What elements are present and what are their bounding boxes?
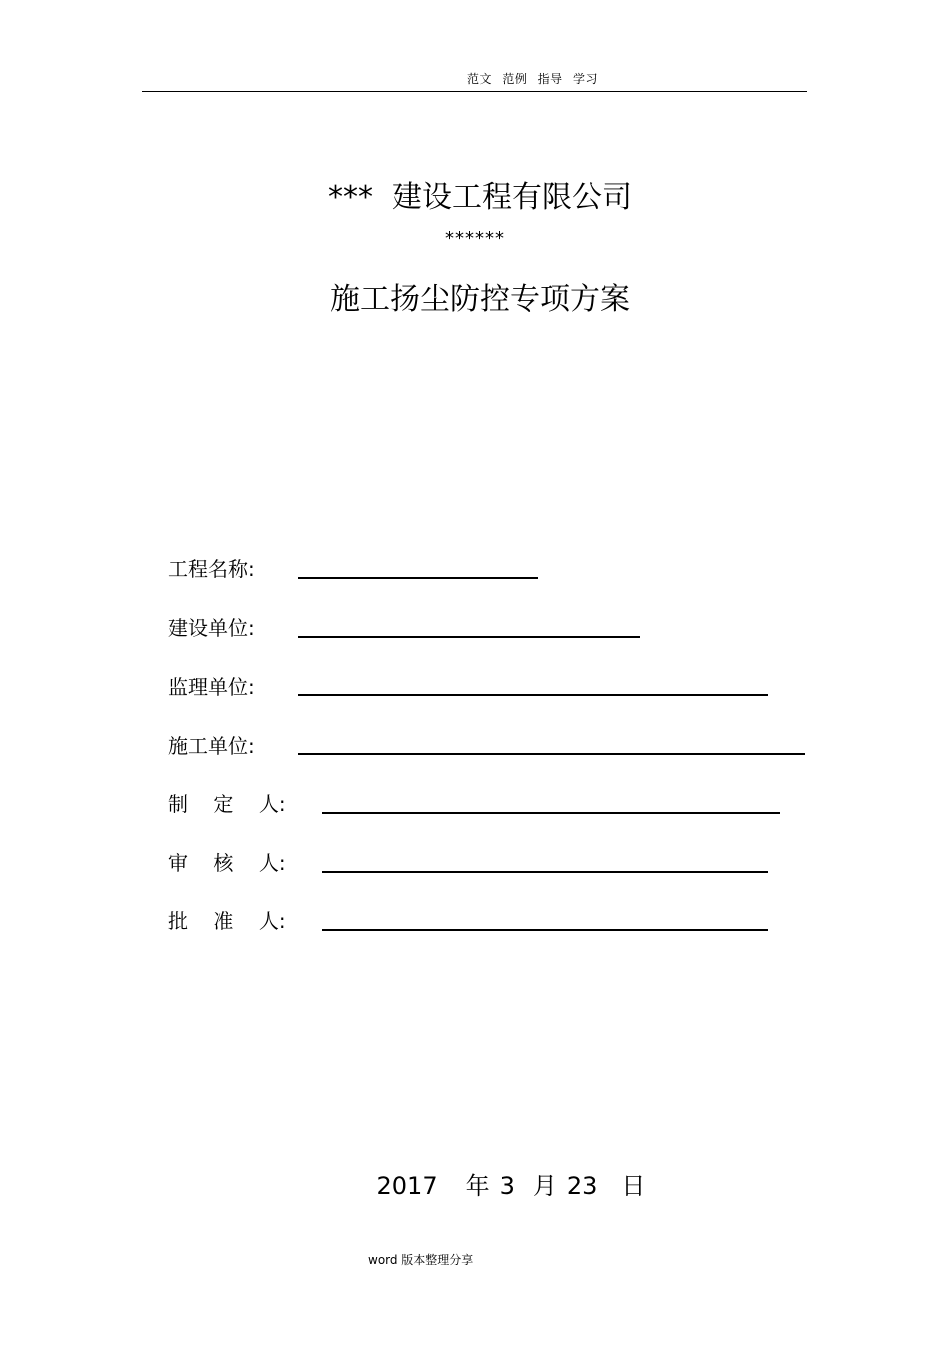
prepared-by-blank[interactable]	[322, 812, 780, 814]
builder-unit-blank[interactable]	[298, 753, 805, 755]
project-name-blank[interactable]	[298, 577, 538, 579]
date-month-char: 月	[532, 1172, 557, 1200]
supervision-unit-blank[interactable]	[298, 694, 768, 696]
document-title: 施工扬尘防控专项方案	[330, 282, 630, 317]
date-year-char: 年	[465, 1172, 490, 1200]
company-name: *** 建设工程有限公司	[327, 180, 633, 215]
header-text: 范文 范例 指导 学习	[467, 72, 598, 86]
footer-text: word 版本整理分享	[368, 1253, 474, 1267]
field-label: 审 核 人:	[168, 851, 286, 875]
field-label: 建设单位:	[168, 616, 255, 640]
approved-by-blank[interactable]	[322, 929, 768, 931]
field-label: 监理单位:	[168, 675, 255, 699]
header-divider	[142, 91, 807, 92]
date-day-char: 日	[621, 1172, 646, 1200]
field-label: 工程名称:	[168, 557, 255, 581]
field-label: 批 准 人:	[168, 909, 286, 933]
date-day: 23	[566, 1172, 598, 1200]
document-date	[346, 1138, 645, 1229]
date-month: 3	[499, 1172, 515, 1200]
date-year: 2017	[376, 1172, 438, 1200]
field-label: 施工单位:	[168, 734, 255, 758]
field-label: 制 定 人:	[168, 792, 286, 816]
reviewed-by-blank[interactable]	[322, 871, 768, 873]
construction-unit-blank[interactable]	[298, 636, 640, 638]
project-placeholder: ******	[445, 228, 505, 249]
